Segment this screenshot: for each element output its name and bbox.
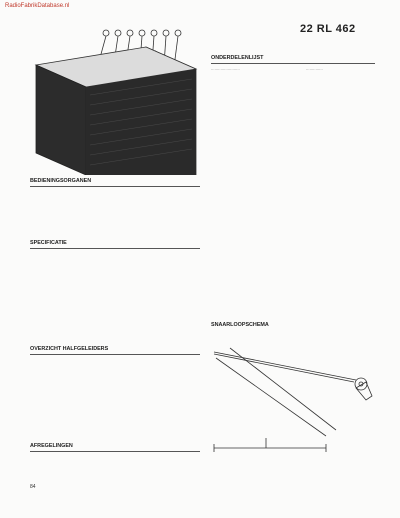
divider bbox=[211, 63, 375, 64]
model-number: 22 RL 462 bbox=[300, 23, 356, 35]
watermark[interactable]: RadioFabrikDatabase.nl bbox=[5, 3, 70, 9]
divider bbox=[30, 451, 200, 452]
divider bbox=[30, 186, 200, 187]
dial-heading: SNAARLOOPSCHEMA bbox=[211, 322, 269, 328]
adjust-heading: AFREGELINGEN bbox=[30, 443, 73, 449]
tubes-heading: OVERZICHT HALFGELEIDERS bbox=[30, 346, 109, 352]
divider bbox=[30, 354, 200, 355]
controls-heading: BEDIENINGSORGANEN bbox=[30, 178, 92, 184]
divider bbox=[30, 248, 200, 249]
dial-cord-diagram bbox=[206, 330, 386, 460]
radio-illustration bbox=[26, 25, 200, 175]
list-item: ·············· bbox=[306, 68, 323, 72]
page-number: 84 bbox=[30, 484, 36, 490]
list-item: ························ bbox=[211, 68, 240, 72]
specs-heading: SPECIFICATIE bbox=[30, 240, 67, 246]
parts-heading: ONDERDELENLIJST bbox=[211, 55, 264, 61]
